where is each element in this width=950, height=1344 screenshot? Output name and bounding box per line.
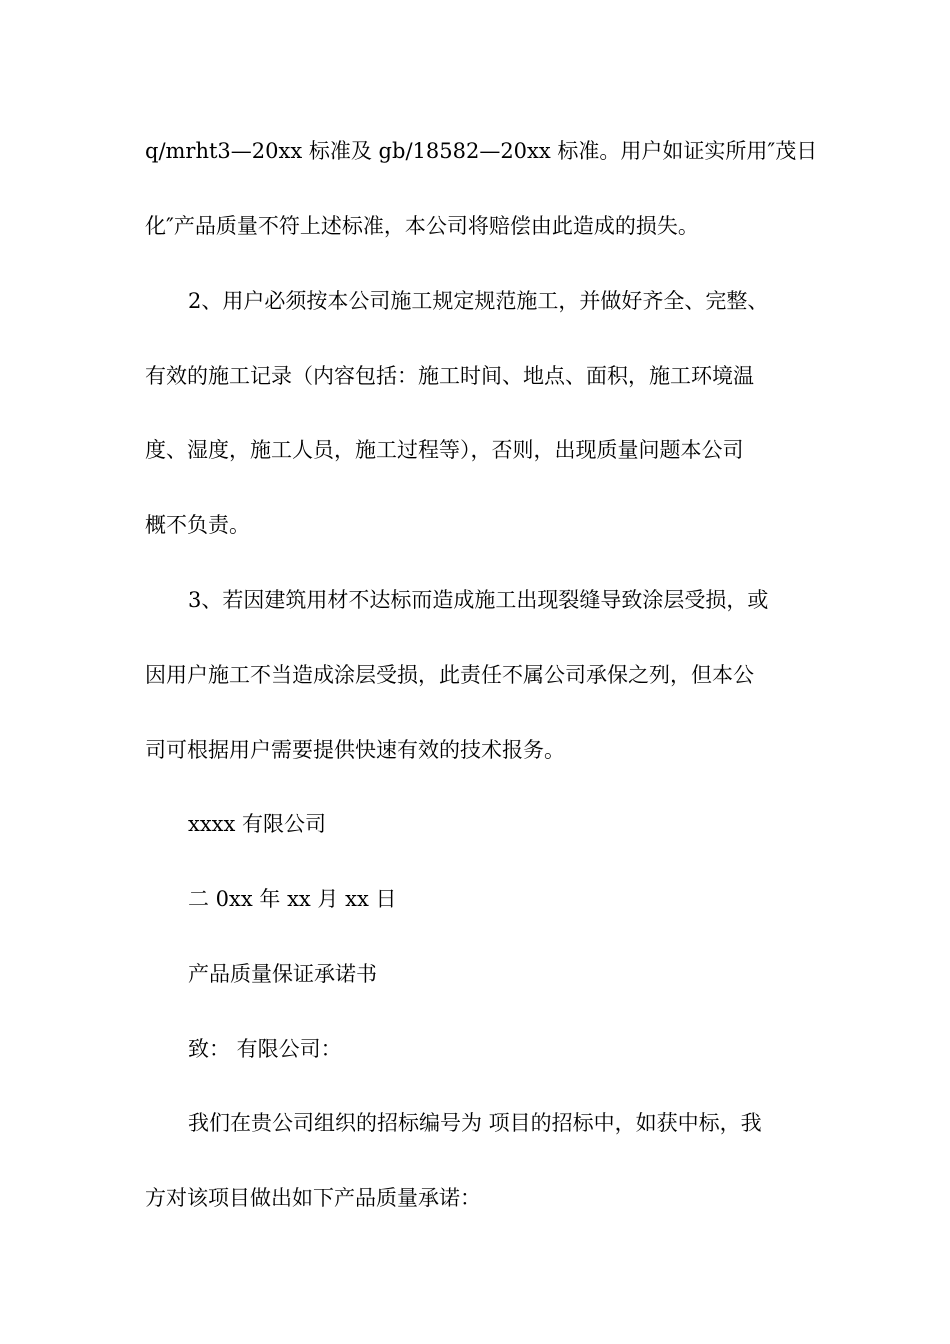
- text-line-2: 化″产品质量不符上述标准，本公司将赔偿由此造成的损失。: [145, 214, 699, 238]
- text-line-5: 度、湿度，施工人员，施工过程等），否则，出现质量问题本公司: [145, 438, 744, 462]
- company-name: xxxx 有限公司: [188, 812, 327, 836]
- text-line-8: 因用户施工不当造成涂层受损，此责任不属公司承保之列，但本公: [145, 663, 754, 687]
- addressee-line: 致： 有限公司：: [188, 1037, 342, 1061]
- text-line-7: 3、若因建筑用材不达标而造成施工出现裂缝导致涂层受损，或: [188, 588, 769, 612]
- text-line-3: 2、用户必须按本公司施工规定规范施工，并做好齐全、完整、: [188, 289, 769, 313]
- text-line-1: q/mrht3—20xx 标准及 gb/18582—20xx 标准。用户如证实所用″茂日: [145, 139, 818, 163]
- text-line-4: 有效的施工记录（内容包括：施工时间、地点、面积，施工环境温: [145, 364, 754, 388]
- text-line-9: 司可根据用户需要提供快速有效的技术报务。: [145, 738, 565, 762]
- text-line-14: 我们在贵公司组织的招标编号为 项目的招标中，如获中标，我: [188, 1111, 762, 1135]
- text-line-6: 概不负责。: [145, 513, 250, 537]
- section-title: 产品质量保证承诺书: [188, 962, 377, 986]
- text-line-15: 方对该项目做出如下产品质量承诺：: [145, 1186, 481, 1210]
- date-line: 二 0xx 年 xx 月 xx 日: [188, 887, 397, 911]
